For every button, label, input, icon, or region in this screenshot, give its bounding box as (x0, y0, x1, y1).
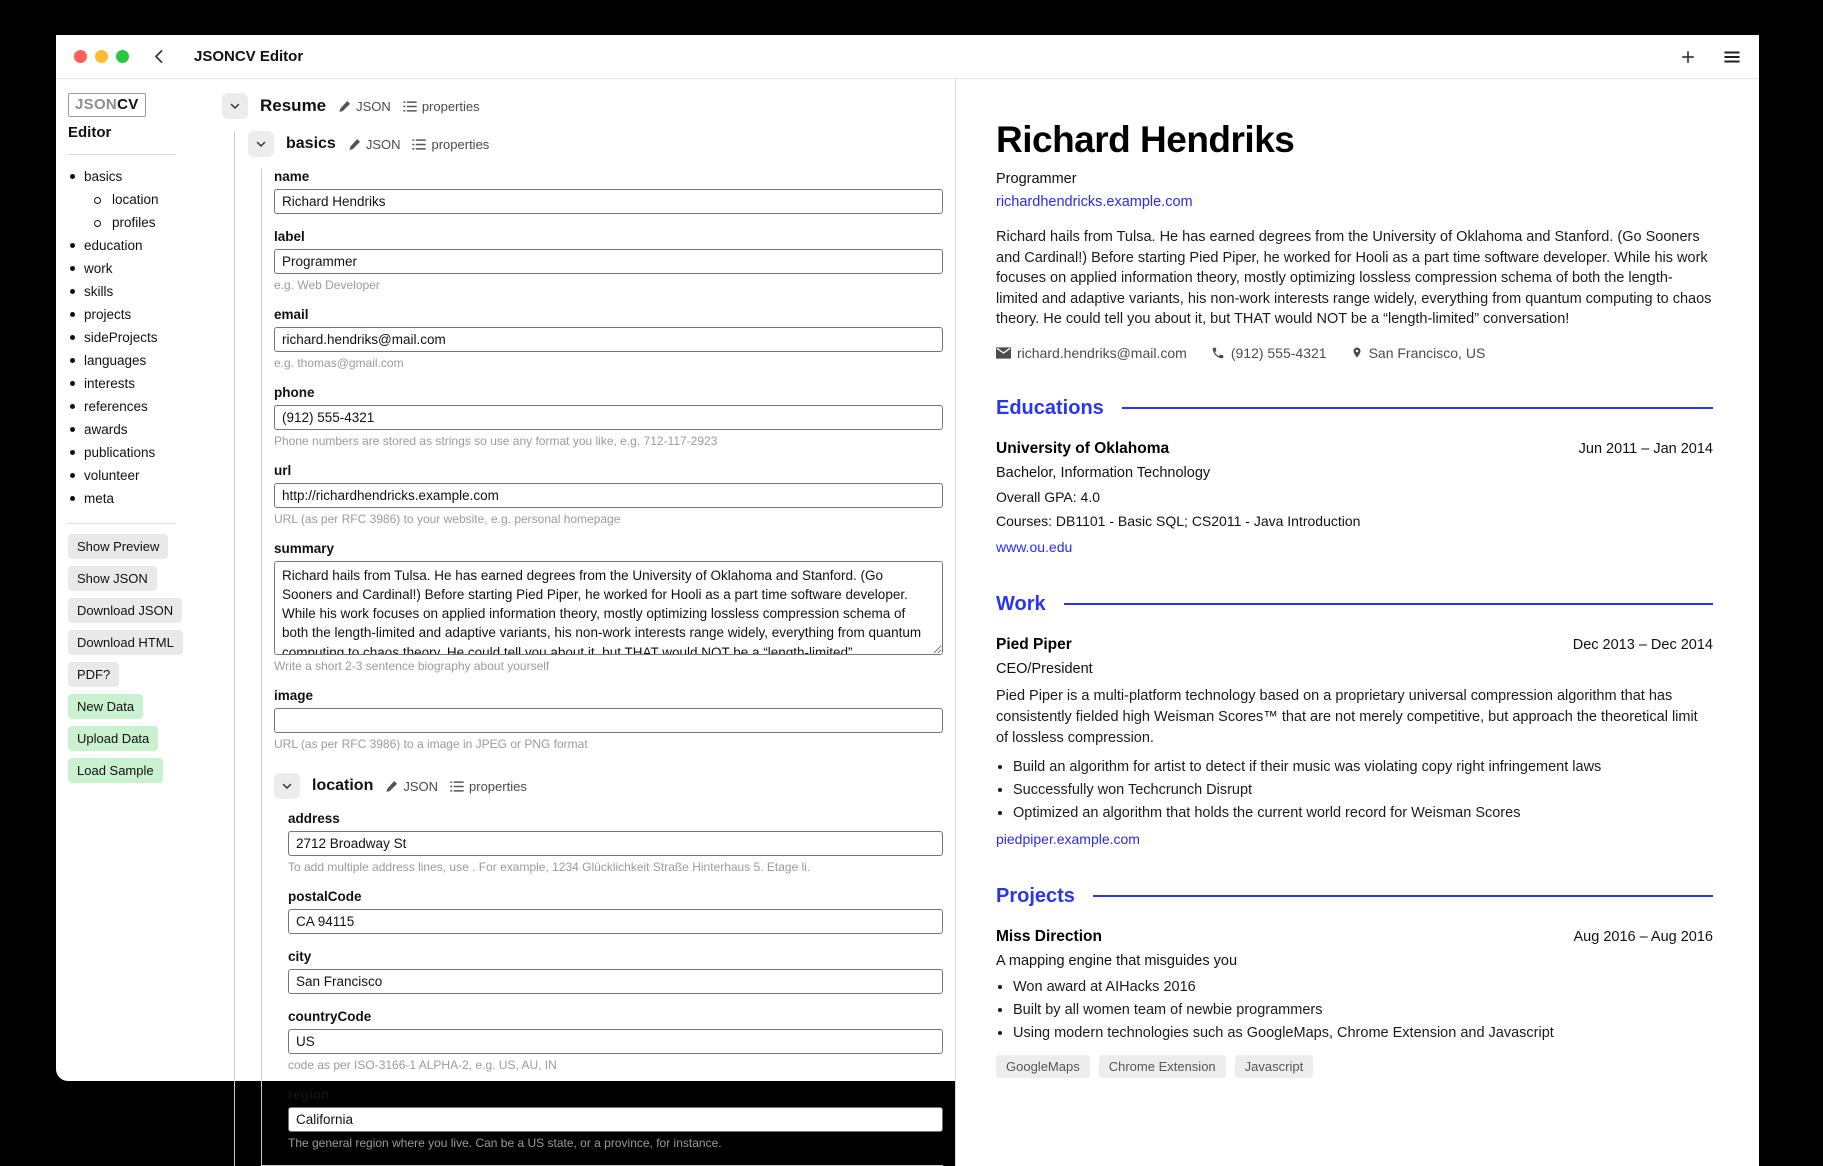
label-field-label: label (274, 229, 305, 244)
sidebar-item-skills[interactable]: skills (68, 280, 188, 303)
project-description: A mapping engine that misguides you (996, 952, 1238, 969)
education-entry (996, 440, 1713, 557)
work-link[interactable]: piedpiper.example.com (996, 830, 1140, 847)
traffic-lights (74, 50, 129, 63)
schema-nav (68, 165, 188, 510)
phone-input[interactable] (274, 405, 943, 430)
image-helper-text: URL (as per RFC 3986) to a image in JPEG or PNG format (274, 737, 588, 751)
work-description: Pied Piper is a multi-platform technology based on a proprietary universal compression algorithm that has consistently fielded high Weisman Scores™ that are not merely competitive, but approach the theoretical limit of lossless compression. (996, 687, 1698, 746)
editor-panel (188, 79, 956, 1166)
preview-contact-row (996, 345, 1713, 361)
field-email (274, 307, 943, 370)
chevron-down-icon (281, 780, 293, 792)
resume-section-title: Resume (260, 96, 327, 115)
keyword-tag: Javascript (1235, 1055, 1314, 1078)
sidebar-item-sideprojects[interactable]: sideProjects (68, 326, 188, 349)
location-edit-json-link[interactable]: JSON (385, 779, 438, 794)
list-icon (450, 780, 464, 793)
region-field-label: region (288, 1087, 330, 1102)
logo-subtitle: Editor (68, 124, 112, 141)
minimize-window-button[interactable] (95, 50, 108, 63)
menu-button[interactable] (1723, 49, 1741, 65)
section-rule (1064, 603, 1713, 605)
basics-children (261, 169, 943, 1166)
plus-icon (1679, 48, 1697, 66)
basics-properties-link[interactable]: properties (412, 137, 489, 152)
education-gpa: Overall GPA: 4.0 (996, 488, 1101, 505)
address-helper-text: To add multiple address lines, use . For example, 1234 Glücklichkeit Straße Hinterhaus 5. Etage li. (288, 860, 811, 874)
keyword-tag: Chrome Extension (1099, 1055, 1226, 1078)
location-section-header (274, 773, 943, 799)
sidebar-divider (68, 523, 176, 524)
project-entry (996, 928, 1713, 1078)
preview-label: Programmer (996, 171, 1077, 187)
field-url (274, 463, 943, 526)
field-region (288, 1087, 943, 1150)
resume-preview-panel (956, 79, 1759, 1166)
section-rule (1093, 895, 1713, 897)
resume-section-header (222, 93, 943, 119)
new-data-button[interactable]: New Data (68, 694, 143, 719)
resume-children (234, 131, 943, 1166)
countrycode-helper-text: code as per ISO-3166-1 ALPHA-2, e.g. US, AU, IN (288, 1058, 557, 1072)
preview-email: richard.hendriks@mail.com (996, 345, 1187, 361)
field-label (274, 229, 943, 292)
download-html-button[interactable]: Download HTML (68, 630, 183, 655)
close-window-button[interactable] (74, 50, 87, 63)
phone-icon (1211, 346, 1225, 360)
sidebar-item-languages[interactable]: languages (68, 349, 188, 372)
url-helper-text: URL (as per RFC 3986) to your website, e.g. personal homepage (274, 512, 621, 526)
work-entry (996, 636, 1713, 849)
sidebar-item-education[interactable]: education (68, 234, 188, 257)
preview-summary: Richard hails from Tulsa. He has earned degrees from the University of Oklahoma and Stanford. (Go Sooners and Cardinal!) Before starting Pied Piper, he worked for Hooli as a part time software developer. While his work focuses on applied information theory, mostly optimizing lossless compression schema of both the length-limited and adaptive variants, his non-work interests range widely, everything from quantum computing to chaos theory. He could tell you about it, but THAT would NOT be a “length-limited” conversation! (996, 229, 1712, 328)
app-window (56, 35, 1759, 1150)
field-name (274, 169, 943, 214)
work-heading: Work (996, 592, 1046, 615)
countrycode-input[interactable] (288, 1029, 943, 1054)
preview-work-section (996, 593, 1713, 849)
label-helper-text: e.g. Web Developer (274, 278, 380, 292)
basics-section-header (248, 131, 943, 157)
sidebar-item-meta[interactable]: meta (68, 487, 188, 510)
pencil-icon (385, 780, 398, 793)
field-city (288, 949, 943, 994)
summary-helper-text: Write a short 2-3 sentence biography about yourself (274, 659, 550, 673)
project-dates: Aug 2016 – Aug 2016 (1573, 928, 1713, 945)
pencil-icon (338, 100, 351, 113)
location-children (286, 811, 943, 1150)
load-sample-button[interactable]: Load Sample (68, 758, 163, 783)
sidebar-item-references[interactable]: references (68, 395, 188, 418)
sidebar-item-profiles[interactable]: profiles (68, 211, 188, 234)
educations-section-header (996, 397, 1713, 420)
pdf-button[interactable]: PDF? (68, 662, 119, 687)
window-title: JSONCV Editor (194, 48, 304, 65)
sidebar-item-work[interactable]: work (68, 257, 188, 280)
image-input[interactable] (274, 708, 943, 733)
sidebar-actions (68, 534, 188, 783)
project-name: Miss Direction (996, 927, 1102, 945)
field-address (288, 811, 943, 874)
region-helper-text: The general region where you live. Can be a US state, or a province, for instance. (288, 1136, 722, 1150)
email-helper-text: e.g. thomas@gmail.com (274, 356, 404, 370)
image-field-label: image (274, 688, 314, 703)
preview-website-link[interactable]: richardhendricks.example.com (996, 194, 1193, 210)
phone-field-label: phone (274, 385, 315, 400)
city-field-label: city (288, 949, 312, 964)
preview-phone: (912) 555-4321 (1211, 345, 1327, 361)
email-field-label: email (274, 307, 309, 322)
work-highlight: • Successfully won Techcrunch Disrupt (1013, 782, 1713, 798)
project-highlight: • Using modern technologies such as GoogleMaps, Chrome Extension and Javascript (1013, 1025, 1713, 1041)
list-icon (403, 100, 417, 113)
basics-section-title: basics (286, 135, 336, 152)
field-image (274, 688, 943, 751)
zoom-window-button[interactable] (116, 50, 129, 63)
summary-field-label: summary (274, 541, 335, 556)
phone-helper-text: Phone numbers are stored as strings so use any format you like, e.g. 712-117-2923 (274, 434, 718, 448)
sidebar-item-location[interactable]: location (68, 188, 188, 211)
education-dates: Jun 2011 – Jan 2014 (1578, 440, 1713, 457)
project-keywords (996, 1055, 1713, 1078)
chevron-left-icon (151, 48, 168, 65)
address-input[interactable] (288, 831, 943, 856)
education-courses: Courses: DB1101 - Basic SQL; CS2011 - Java Introduction (996, 512, 1361, 529)
sidebar-item-interests[interactable]: interests (68, 372, 188, 395)
field-postalcode (288, 889, 943, 934)
name-field-label: name (274, 169, 310, 184)
preview-educations-section (996, 397, 1713, 557)
sidebar-divider (68, 154, 176, 155)
field-phone (274, 385, 943, 448)
work-highlights (1013, 759, 1713, 821)
sidebar-item-basics[interactable]: basics (68, 165, 188, 188)
sidebar-item-projects[interactable]: projects (68, 303, 188, 326)
show-preview-button[interactable]: Show Preview (68, 534, 168, 559)
work-highlight: • Build an algorithm for artist to detect if their music was violating copy right infringement laws (1013, 759, 1713, 775)
resume-edit-json-link[interactable]: JSON (338, 99, 391, 114)
location-collapse-button[interactable] (274, 773, 300, 799)
sidebar-item-awards[interactable]: awards (68, 418, 188, 441)
location-properties-link[interactable]: properties (450, 779, 527, 794)
show-json-button[interactable]: Show JSON (68, 566, 157, 591)
work-position: CEO/President (996, 660, 1093, 677)
download-json-button[interactable]: Download JSON (68, 598, 182, 623)
chevron-down-icon (255, 138, 267, 150)
work-dates: Dec 2013 – Dec 2014 (1572, 636, 1713, 653)
work-highlight: • Optimized an algorithm that holds the current world record for Weisman Scores (1013, 805, 1713, 821)
hamburger-icon (1723, 49, 1741, 65)
work-section-header (996, 593, 1713, 616)
preview-name: Richard Hendriks (996, 119, 1295, 160)
back-button[interactable] (151, 48, 168, 65)
list-icon (412, 138, 426, 151)
postalcode-field-label: postalCode (288, 889, 362, 904)
project-highlight: • Won award at AIHacks 2016 (1013, 979, 1713, 995)
mail-icon (996, 347, 1011, 359)
city-input[interactable] (288, 969, 943, 994)
basics-edit-json-link[interactable]: JSON (348, 137, 401, 152)
preview-location: San Francisco, US (1351, 345, 1486, 361)
postalcode-input[interactable] (288, 909, 943, 934)
pencil-icon (348, 138, 361, 151)
field-countrycode (288, 1009, 943, 1072)
location-section (274, 773, 943, 1150)
education-institution: University of Oklahoma (996, 439, 1170, 457)
projects-section-header (996, 885, 1713, 908)
project-highlight: • Built by all women team of newbie programmers (1013, 1002, 1713, 1018)
summary-textarea[interactable] (274, 561, 943, 655)
upload-data-button[interactable]: Upload Data (68, 726, 158, 751)
resume-collapse-button[interactable] (222, 93, 248, 119)
new-tab-button[interactable] (1679, 48, 1697, 66)
resume-properties-link[interactable]: properties (403, 99, 480, 114)
title-bar (56, 35, 1759, 79)
countrycode-field-label: countryCode (288, 1009, 372, 1024)
sidebar-item-publications[interactable]: publications (68, 441, 188, 464)
url-input[interactable] (274, 483, 943, 508)
education-degree: Bachelor, Information Technology (996, 464, 1211, 481)
project-highlights (1013, 979, 1713, 1041)
url-field-label: url (274, 463, 292, 478)
sidebar (56, 79, 188, 1166)
address-field-label: address (288, 811, 340, 826)
location-pin-icon (1351, 345, 1363, 360)
email-input[interactable] (274, 327, 943, 352)
basics-collapse-button[interactable] (248, 131, 274, 157)
location-section-title: location (312, 777, 374, 794)
keyword-tag: GoogleMaps (996, 1055, 1090, 1078)
education-link[interactable]: www.ou.edu (996, 538, 1073, 555)
projects-heading: Projects (996, 884, 1075, 907)
chevron-down-icon (229, 100, 241, 112)
section-rule (1122, 407, 1713, 409)
work-company: Pied Piper (996, 635, 1072, 653)
sidebar-item-volunteer[interactable]: volunteer (68, 464, 188, 487)
label-input[interactable] (274, 249, 943, 274)
field-summary (274, 541, 943, 673)
preview-projects-section (996, 885, 1713, 1078)
educations-heading: Educations (996, 396, 1104, 419)
name-input[interactable] (274, 189, 943, 214)
region-input[interactable] (288, 1107, 943, 1132)
jsoncv-logo: JSONCV (68, 93, 146, 117)
